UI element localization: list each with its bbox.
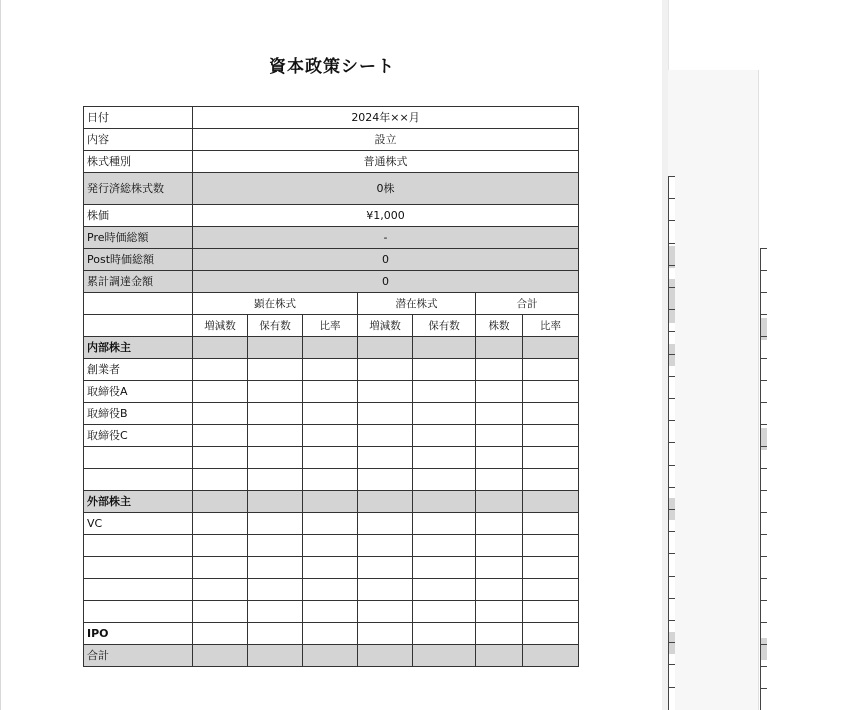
sub-header: 増減数 (358, 315, 413, 337)
table-row-empty (84, 557, 579, 579)
adjacent-row-line (669, 287, 675, 288)
adjacent-row-line (669, 531, 675, 532)
adjacent-row-line (669, 620, 675, 621)
table-row (84, 425, 579, 447)
adjacent-row-line (669, 465, 675, 466)
adjacent-row-line (761, 512, 767, 513)
adjacent-row-line (761, 358, 767, 359)
content-value[interactable]: 設立 (193, 129, 579, 151)
internal-shareholders-label: 内部株主 (84, 337, 193, 359)
adjacent-row-line (761, 688, 767, 689)
adjacent-row-line (669, 553, 675, 554)
stock-type-label: 株式種別 (84, 151, 193, 173)
table-row-issued-shares (84, 173, 579, 205)
adjacent-row-line (669, 576, 675, 577)
adjacent-row-line (761, 248, 767, 249)
adjacent-table-edge-2 (760, 248, 767, 710)
adjacent-row-line (761, 424, 767, 425)
group-header-blank (84, 293, 193, 315)
adjacent-row-line (761, 314, 767, 315)
adjacent-row-line (669, 354, 675, 355)
total-header: 合計 (476, 293, 579, 315)
adjacent-row-line (669, 687, 675, 688)
external-shareholders-label: 外部株主 (84, 491, 193, 513)
date-value[interactable]: 2024年××月 (193, 107, 579, 129)
table-row-cumulative-funding (84, 271, 579, 293)
adjacent-row-line (669, 598, 675, 599)
adjacent-row-line (761, 534, 767, 535)
adjacent-row-line (669, 220, 675, 221)
cumulative-funding-label: 累計調達金額 (84, 271, 193, 293)
adjacent-row-line (669, 398, 675, 399)
adjacent-row-line (669, 198, 675, 199)
sub-header: 保有数 (413, 315, 476, 337)
adjacent-row-line (761, 380, 767, 381)
adjacent-row-line (669, 243, 675, 244)
adjacent-row-line (761, 468, 767, 469)
table-row (84, 403, 579, 425)
section-row-internal (84, 337, 579, 359)
adjacent-row-line (761, 666, 767, 667)
cumulative-funding-value: 0 (193, 271, 579, 293)
adjacent-row-line (761, 446, 767, 447)
stock-type-value[interactable]: 普通株式 (193, 151, 579, 173)
pre-valuation-value: - (193, 227, 579, 249)
adjacent-page-strip-2 (758, 70, 852, 710)
sub-header: 保有数 (248, 315, 303, 337)
adjacent-row-line (761, 292, 767, 293)
capital-policy-table (83, 106, 579, 667)
shareholder-name: VC (84, 513, 193, 535)
group-header-row (84, 293, 579, 315)
content-label: 内容 (84, 129, 193, 151)
adjacent-row-line (761, 402, 767, 403)
adjacent-row-line (669, 309, 675, 310)
section-row-external (84, 491, 579, 513)
page-edge (668, 0, 669, 70)
latent-shares-header: 潜在株式 (358, 293, 476, 315)
pre-valuation-label: Pre時価総額 (84, 227, 193, 249)
adjacent-table-edge (668, 176, 675, 710)
ipo-label: IPO (84, 623, 193, 645)
sub-header: 比率 (523, 315, 579, 337)
adjacent-row-line (669, 642, 675, 643)
table-row-total (84, 645, 579, 667)
table-row-empty (84, 469, 579, 491)
adjacent-row-line (761, 270, 767, 271)
adjacent-row-line (669, 509, 675, 510)
table-row-date (84, 107, 579, 129)
adjacent-row-line (669, 442, 675, 443)
adjacent-row-line (669, 376, 675, 377)
shareholder-name: 取締役B (84, 403, 193, 425)
adjacent-row-line (669, 265, 675, 266)
adjacent-row-line (761, 578, 767, 579)
page-title: 資本政策シート (269, 57, 395, 77)
post-valuation-label: Post時価総額 (84, 249, 193, 271)
sub-header: 比率 (303, 315, 358, 337)
table-row-stock-type (84, 151, 579, 173)
shareholder-name: 創業者 (84, 359, 193, 381)
table-row-empty (84, 601, 579, 623)
adjacent-row-line (761, 336, 767, 337)
shareholder-name: 取締役C (84, 425, 193, 447)
table-row-pre-valuation (84, 227, 579, 249)
sub-header-row (84, 315, 579, 337)
table-row-ipo (84, 623, 579, 645)
share-price-label: 株価 (84, 205, 193, 227)
table-row (84, 359, 579, 381)
sub-header: 増減数 (193, 315, 248, 337)
table-row-empty (84, 535, 579, 557)
post-valuation-value: 0 (193, 249, 579, 271)
adjacent-row-line (761, 556, 767, 557)
adjacent-row-line (669, 664, 675, 665)
explicit-shares-header: 顕在株式 (193, 293, 358, 315)
adjacent-row-line (669, 487, 675, 488)
issued-shares-value: 0株 (193, 173, 579, 205)
adjacent-row-line (761, 622, 767, 623)
adjacent-row-line (761, 490, 767, 491)
issued-shares-label: 発行済総株式数 (84, 173, 193, 205)
table-row-empty (84, 579, 579, 601)
adjacent-row-line (669, 331, 675, 332)
table-row (84, 381, 579, 403)
adjacent-row-line (761, 600, 767, 601)
table-row-empty (84, 447, 579, 469)
table-row-post-valuation (84, 249, 579, 271)
table-row-content (84, 129, 579, 151)
total-label: 合計 (84, 645, 193, 667)
date-label: 日付 (84, 107, 193, 129)
adjacent-row-line (669, 176, 675, 177)
table-row-share-price (84, 205, 579, 227)
shareholder-name: 取締役A (84, 381, 193, 403)
adjacent-row-line (669, 420, 675, 421)
sub-header: 株数 (476, 315, 523, 337)
table-row (84, 513, 579, 535)
share-price-value[interactable]: ¥1,000 (193, 205, 579, 227)
adjacent-row-line (761, 644, 767, 645)
sub-header-blank (84, 315, 193, 337)
